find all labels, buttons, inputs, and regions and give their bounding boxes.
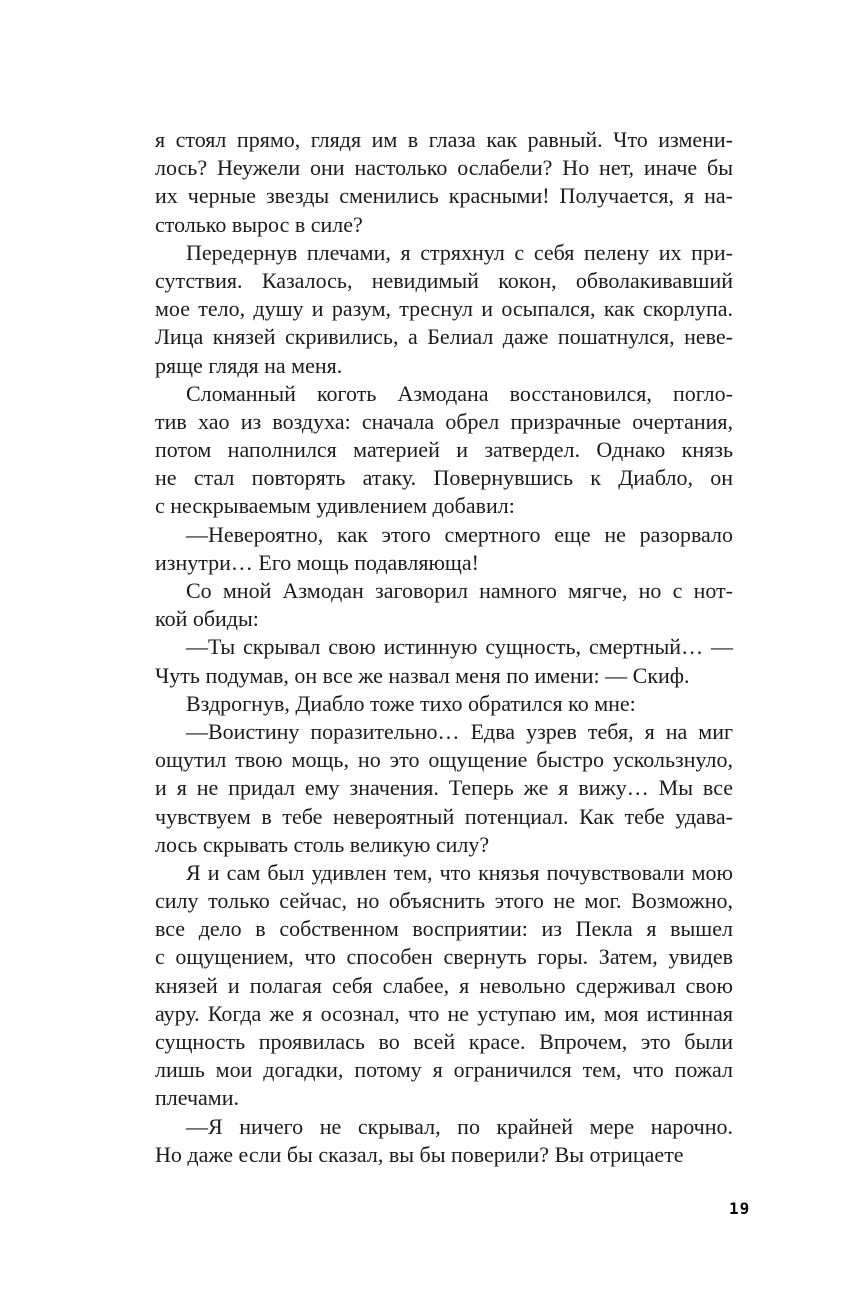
- text-line: [155, 915, 733, 943]
- text-line: [155, 549, 733, 577]
- text-line-content: их черные звезды сменились красными! Получается, я на-: [155, 183, 733, 209]
- text-line-content: и я не придал ему значения. Теперь же я вижу… Мы все: [155, 775, 733, 801]
- text-line: [155, 182, 733, 210]
- text-line-content: ощутил твою мощь, но это ощущение быстро ускользнуло,: [155, 747, 733, 773]
- page-number: 19: [729, 1199, 751, 1218]
- text-line: [155, 492, 733, 520]
- text-line-content: потом наполнился материей и затвердел. Однако князь: [155, 437, 733, 463]
- text-line: [155, 154, 733, 182]
- text-line-content: с нескрываемым удивлением добавил:: [155, 493, 515, 519]
- text-line-content: Со мной Азмодан заговорил намного мягче, но с нот-: [186, 578, 733, 603]
- paragraph: [155, 577, 733, 633]
- text-line-content: чувствуем в тебе невероятный потенциал. Как тебе удава-: [155, 803, 733, 829]
- text-line: [155, 718, 733, 746]
- text-line-content: мое тело, душу и разум, треснул и осыпался, как скорлупа.: [155, 296, 733, 322]
- text-line-content: кой обиды:: [155, 606, 259, 632]
- text-line: [155, 1141, 733, 1169]
- paragraph: [155, 718, 733, 859]
- text-line: [155, 972, 733, 1000]
- text-line-content: сущность проявилась во всей красе. Впрочем, это были: [155, 1029, 733, 1054]
- text-line-content: сутствия. Казалось, невидимый кокон, обволакивавший: [155, 267, 733, 293]
- text-line: [155, 436, 733, 464]
- text-line-content: лишь мои догадки, потому я ограничился тем, что пожал: [155, 1057, 733, 1083]
- text-line-content: столько вырос в силе?: [155, 211, 363, 237]
- text-line-content: изнутри… Его мощь подавляюща!: [155, 549, 479, 575]
- text-line: [155, 267, 733, 295]
- paragraph: [155, 1113, 733, 1169]
- paragraph: [155, 126, 733, 239]
- text-line: [155, 352, 733, 380]
- text-line: [155, 323, 733, 351]
- paragraph: [155, 690, 733, 718]
- text-line-content: лось скрывать столь великую силу?: [155, 831, 490, 857]
- text-line: [155, 1000, 733, 1028]
- paragraph: [155, 521, 733, 577]
- text-line: [155, 239, 733, 267]
- text-line-content: Вздрогнув, Диабло тоже тихо обратился ко мне:: [186, 690, 636, 716]
- text-line-content: Я и сам был удивлен тем, что князья почувствовали мою: [186, 859, 733, 885]
- text-line-content: Но даже если бы сказал, вы бы поверили? Вы отрицаете: [155, 1141, 684, 1167]
- text-line-content: Сломанный коготь Азмодана восстановился, погло-: [186, 380, 733, 406]
- text-line: [155, 633, 733, 661]
- text-line: [155, 126, 733, 154]
- text-line: [155, 1056, 733, 1084]
- text-line: [155, 887, 733, 915]
- text-line: [155, 943, 733, 971]
- text-line-content: —Ты скрывал свою истинную сущность, смертный… —: [186, 634, 733, 660]
- text-line: [155, 859, 733, 887]
- text-line-content: Чуть подумав, он все же назвал меня по имени: — Скиф.: [155, 662, 690, 688]
- text-line-content: силу только сейчас, но объяснить этого не мог. Возможно,: [155, 888, 733, 914]
- text-line: [155, 521, 733, 549]
- text-line-content: ауру. Когда же я осознал, что не уступаю им, моя истинная: [155, 1000, 733, 1026]
- text-line-content: Передернув плечами, я стряхнул с себя пелену их при-: [186, 239, 733, 265]
- text-line-content: плечами.: [155, 1085, 239, 1111]
- text-line: [155, 605, 733, 633]
- text-line-content: —Невероятно, как этого смертного еще не разорвало: [186, 521, 733, 547]
- text-line-content: ряще глядя на меня.: [155, 352, 343, 378]
- text-line-content: с ощущением, что способен свернуть горы. Затем, увидев: [155, 944, 733, 970]
- text-line-content: тив хао из воздуха: сначала обрел призрачные очертания,: [155, 408, 733, 434]
- text-line: [155, 690, 733, 718]
- text-line: [155, 408, 733, 436]
- paragraph: [155, 239, 733, 380]
- paragraph: [155, 859, 733, 1113]
- text-line-content: не стал повторять атаку. Повернувшись к Диабло, он: [155, 465, 733, 491]
- text-line-content: —Я ничего не скрывал, по крайней мере нарочно.: [186, 1113, 733, 1139]
- text-line: [155, 211, 733, 239]
- paragraph: [155, 633, 733, 689]
- text-line-content: лось? Неужели они настолько ослабели? Но нет, иначе бы: [155, 155, 733, 181]
- text-line-content: все дело в собственном восприятии: из Пекла я вышел: [155, 916, 733, 942]
- text-line: [155, 464, 733, 492]
- text-line: [155, 1084, 733, 1112]
- text-line: [155, 831, 733, 859]
- text-line: [155, 577, 733, 605]
- text-line: [155, 1113, 733, 1141]
- text-line: [155, 380, 733, 408]
- text-line-content: —Воистину поразительно… Едва узрев тебя, я на миг: [186, 718, 733, 744]
- text-line-content: князей и полагая себя слабее, я невольно сдерживал свою: [155, 972, 733, 998]
- text-line: [155, 803, 733, 831]
- text-line: [155, 295, 733, 323]
- text-line: [155, 746, 733, 774]
- text-block: [155, 126, 733, 1169]
- paragraph: [155, 380, 733, 521]
- text-line: [155, 662, 733, 690]
- text-line-content: я стоял прямо, глядя им в глаза как равный. Что измени-: [155, 127, 733, 152]
- text-line: [155, 774, 733, 802]
- text-line: [155, 1028, 733, 1056]
- text-line-content: Лица князей скривились, а Белиал даже пошатнулся, неве-: [155, 324, 733, 350]
